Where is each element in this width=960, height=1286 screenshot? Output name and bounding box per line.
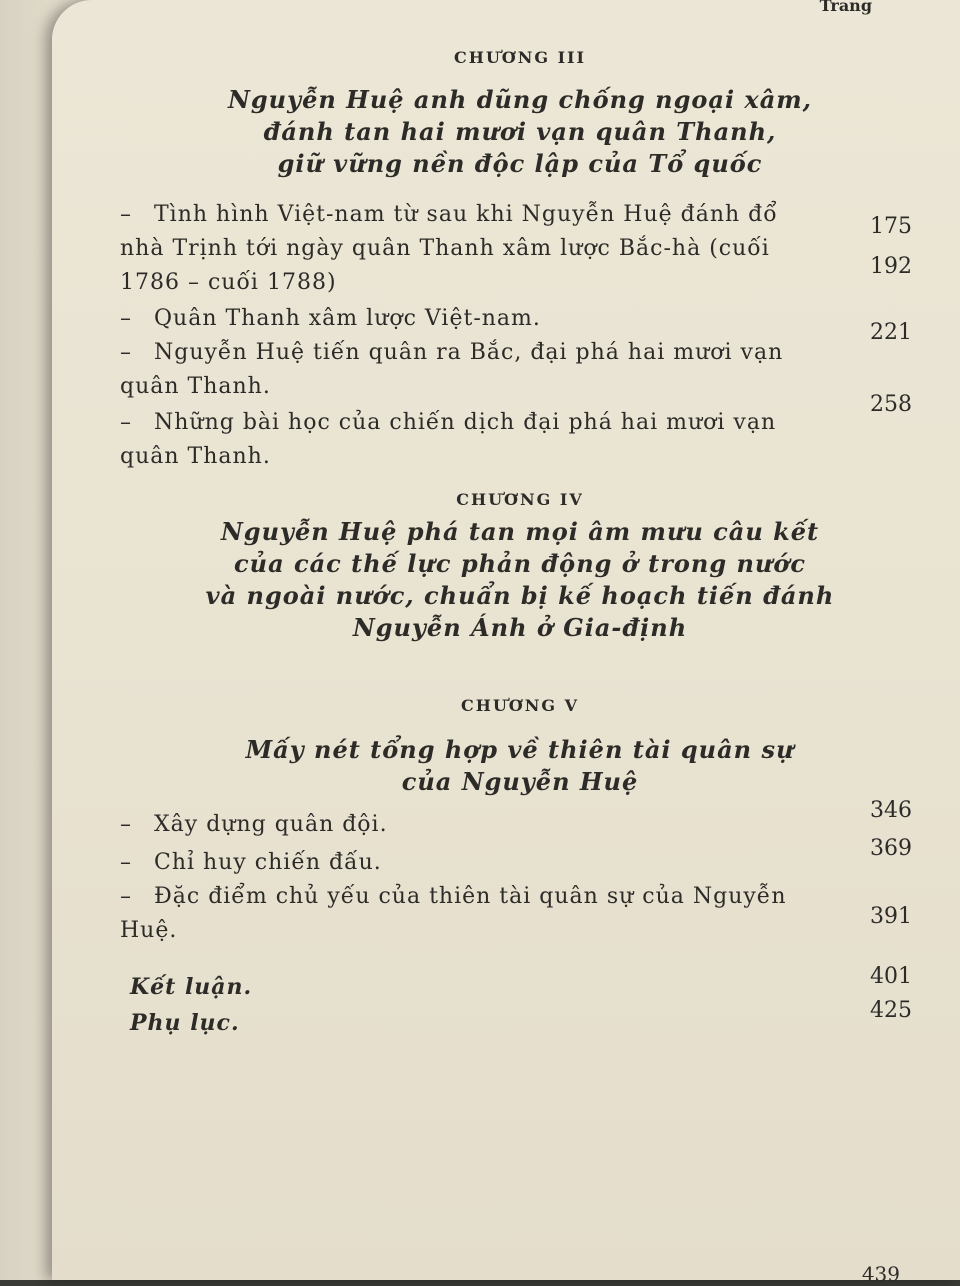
- toc-entry: [120, 808, 820, 842]
- toc-entry: [120, 336, 820, 404]
- entry-text: Xây dựng quân đội.: [154, 812, 388, 837]
- chapter-title-line: giữ vững nền độc lập của Tổ quốc: [277, 149, 763, 178]
- entry-dash: –: [120, 850, 132, 875]
- entry-text: Nguyễn Huệ tiến quân ra Bắc, đại phá hai mươi vạn quân Thanh.: [120, 340, 784, 399]
- entry-page-number: 346: [870, 798, 912, 823]
- toc-entry: [120, 880, 820, 948]
- chapter-title-line: Nguyễn Huệ phá tan mọi âm mưu câu kết: [220, 517, 820, 546]
- entry-dash: –: [120, 340, 132, 365]
- entry-text: Những bài học của chiến dịch đại phá hai mươi vạn quân Thanh.: [120, 410, 777, 469]
- entry-dash: –: [120, 202, 132, 227]
- entry-page-number: 192: [870, 254, 912, 279]
- toc-conclusion: Kết luận.: [130, 974, 253, 1000]
- entry-page-number: 369: [870, 836, 912, 861]
- toc-entry: [120, 198, 820, 300]
- entry-page-number: 401: [870, 964, 912, 989]
- chapter-title-line: Nguyễn Ánh ở Gia-định: [352, 613, 688, 642]
- entry-page-number: 391: [870, 904, 912, 929]
- chapter-title: [120, 516, 920, 644]
- toc-entry: [120, 846, 820, 880]
- entry-dash: –: [120, 884, 132, 909]
- chapter-title-line: của Nguyễn Huệ: [401, 767, 639, 796]
- entry-text: Quân Thanh xâm lược Việt-nam.: [154, 306, 541, 331]
- column-header-trang: Trang: [819, 0, 872, 15]
- footer-page-number: 439: [861, 1262, 900, 1286]
- entry-text: Chỉ huy chiến đấu.: [154, 850, 382, 875]
- chapter-title: [120, 84, 920, 180]
- entry-page-number: 221: [870, 320, 912, 345]
- toc-entry: [120, 302, 820, 336]
- entry-text: Tình hình Việt-nam từ sau khi Nguyễn Huệ đánh đổ nhà Trịnh tới ngày quân Thanh xâm lược Bắc-hà (cuối 1786 – cuối 1788): [120, 202, 778, 295]
- entry-page-number: 425: [870, 998, 912, 1023]
- table-of-contents: [120, 0, 940, 1286]
- entry-dash: –: [120, 410, 132, 435]
- chapter-title-line: Mấy nét tổng hợp về thiên tài quân sự: [245, 735, 795, 764]
- entry-dash: –: [120, 812, 132, 837]
- entry-page-number: 258: [870, 392, 912, 417]
- chapter-title-line: và ngoài nước, chuẩn bị kế hoạch tiến đánh: [205, 581, 835, 610]
- entry-dash: –: [120, 306, 132, 331]
- chapter-heading: CHƯƠNG IV: [456, 490, 584, 509]
- entry-page-number: 175: [870, 214, 912, 239]
- chapter-heading: CHƯƠNG III: [453, 48, 587, 67]
- entry-text: Đặc điểm chủ yếu của thiên tài quân sự của Nguyễn Huệ.: [120, 884, 787, 943]
- toc-appendix: Phụ lục.: [130, 1010, 240, 1036]
- chapter-heading: CHƯƠNG V: [460, 696, 579, 715]
- chapter-title-line: Nguyễn Huệ anh dũng chống ngoại xâm,: [227, 85, 813, 114]
- chapter-title-line: đánh tan hai mươi vạn quân Thanh,: [263, 117, 777, 146]
- chapter-title: [120, 734, 920, 798]
- toc-entry: [120, 406, 820, 474]
- chapter-title-line: của các thế lực phản động ở trong nước: [234, 549, 806, 578]
